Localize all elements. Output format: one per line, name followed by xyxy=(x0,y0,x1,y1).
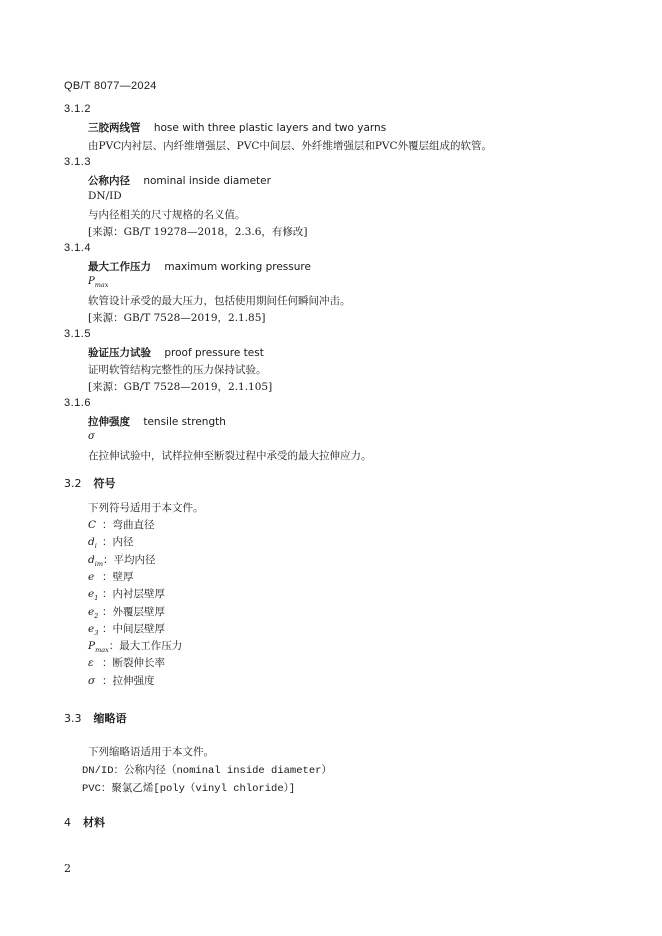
symbol-item xyxy=(88,621,165,637)
symbol-subscript: im xyxy=(94,559,103,568)
section-intro: 下列缩略语适用于本文件。 xyxy=(88,746,214,758)
symbol xyxy=(88,640,109,654)
section-title: 缩略语 xyxy=(93,712,127,725)
symbol-main: P xyxy=(88,640,96,653)
clause-number: 3.1.4 xyxy=(64,242,91,254)
symbol-description: ：弯曲直径 xyxy=(102,519,155,531)
section-number: 3.2 xyxy=(64,477,82,490)
symbol-item xyxy=(88,569,134,584)
term-line xyxy=(88,259,311,274)
symbol-main: e xyxy=(88,622,95,635)
term-chinese: 验证压力试验 xyxy=(88,347,151,359)
term-abbreviation: DN/ID xyxy=(88,190,122,202)
symbol-main: e xyxy=(88,605,95,618)
symbol-description: ：中间层壁厚 xyxy=(102,622,165,635)
symbol-main: ε xyxy=(88,657,94,670)
term-chinese: 拉伸强度 xyxy=(88,416,130,428)
symbol-item xyxy=(88,586,165,602)
term-source: [来源：GB/T 7528—2019，2.1.105] xyxy=(88,381,273,393)
term-line xyxy=(88,120,386,135)
symbol-item xyxy=(88,673,155,688)
symbol-main: e xyxy=(88,588,95,601)
term-english: nominal inside diameter xyxy=(143,175,271,187)
section-heading-abbreviations xyxy=(64,710,127,726)
standard-code: QB/T 8077—2024 xyxy=(64,80,157,92)
term-english: tensile strength xyxy=(143,416,226,428)
symbol-item xyxy=(88,552,155,568)
symbol-item xyxy=(88,604,165,620)
symbol-description: ：外覆层壁厚 xyxy=(102,605,165,618)
term-symbol xyxy=(88,276,108,289)
term-source: [来源：GB/T 7528—2019，2.1.85] xyxy=(88,312,266,324)
term-english: maximum working pressure xyxy=(164,261,311,273)
symbol-description: ：拉伸强度 xyxy=(102,674,155,687)
term-definition: 在拉伸试验中，试样拉伸至断裂过程中承受的最大拉伸应力。 xyxy=(88,450,372,462)
term-symbol: σ xyxy=(88,431,95,442)
symbol xyxy=(88,536,102,550)
symbol-description: ：平均内径 xyxy=(102,553,156,566)
clause-number: 3.1.5 xyxy=(64,328,91,340)
term-english: hose with three plastic layers and two yarns xyxy=(153,122,387,134)
symbol-subscript: 1 xyxy=(94,594,99,603)
symbol-description: ：断裂伸长率 xyxy=(102,657,165,670)
section-intro: 下列符号适用于本文件。 xyxy=(88,502,204,514)
clause-number: 3.1.3 xyxy=(64,156,91,168)
symbol-main: e xyxy=(88,570,95,583)
abbreviation-item: DN/ID：公称内径（nominal inside diameter） xyxy=(82,765,332,777)
term-english: proof pressure test xyxy=(164,347,264,359)
symbol-subscript: max xyxy=(94,281,109,289)
symbol-item xyxy=(88,655,165,670)
section-heading-symbols xyxy=(64,475,116,491)
term-line xyxy=(88,173,271,188)
symbol-description: ：内衬层壁厚 xyxy=(102,588,165,601)
page-number: 2 xyxy=(64,862,71,875)
section-title: 符号 xyxy=(93,477,116,490)
term-line xyxy=(88,345,264,360)
clause-number: 3.1.2 xyxy=(64,103,91,115)
symbol-item xyxy=(88,517,155,532)
symbol xyxy=(88,588,102,602)
symbol xyxy=(88,606,102,620)
symbol xyxy=(88,519,102,531)
term-definition: 由PVC内衬层、内纤维增强层、PVC中间层、外纤维增强层和PVC外覆层组成的软管。 xyxy=(88,140,493,152)
term-chinese: 公称内径 xyxy=(88,175,130,187)
symbol-description: ：内径 xyxy=(102,536,134,549)
term-chinese: 三胶两线管 xyxy=(88,122,141,134)
symbol-main: d xyxy=(88,536,95,549)
clause-number: 3.1.6 xyxy=(64,397,91,409)
symbol-subscript: i xyxy=(94,542,97,551)
symbol-main: P xyxy=(88,276,95,287)
symbol-main: d xyxy=(88,553,95,566)
term-line xyxy=(88,414,226,429)
symbol xyxy=(88,623,102,637)
symbol-subscript: max xyxy=(95,646,109,655)
symbol-description: ：最大工作压力 xyxy=(108,640,183,653)
term-chinese: 最大工作压力 xyxy=(88,261,151,273)
abbreviation-item: PVC：聚氯乙烯[poly（vinyl chloride）] xyxy=(82,783,296,795)
symbol-subscript: 2 xyxy=(94,611,99,620)
symbol xyxy=(88,675,102,687)
symbol xyxy=(88,571,102,583)
term-definition: 证明软管结构完整性的压力保持试验。 xyxy=(88,364,267,376)
symbol-subscript: 3 xyxy=(94,628,99,637)
symbol xyxy=(88,554,103,568)
symbol-item xyxy=(88,638,182,654)
symbol xyxy=(88,657,102,669)
section-title: 材料 xyxy=(83,816,105,829)
section-number: 4 xyxy=(64,816,71,829)
term-definition: 软管设计承受的最大压力，包括使用期间任何瞬间冲击。 xyxy=(88,295,351,307)
symbol-item xyxy=(88,534,134,550)
symbol-main: σ xyxy=(88,674,96,687)
symbol-description: ：壁厚 xyxy=(102,570,134,583)
section-heading-materials xyxy=(64,814,105,830)
section-number: 3.3 xyxy=(64,712,82,725)
term-definition: 与内径相关的尺寸规格的名义值。 xyxy=(88,209,246,221)
symbol-main: C xyxy=(88,519,97,531)
term-source: [来源：GB/T 19278—2018，2.3.6，有修改] xyxy=(88,226,308,238)
